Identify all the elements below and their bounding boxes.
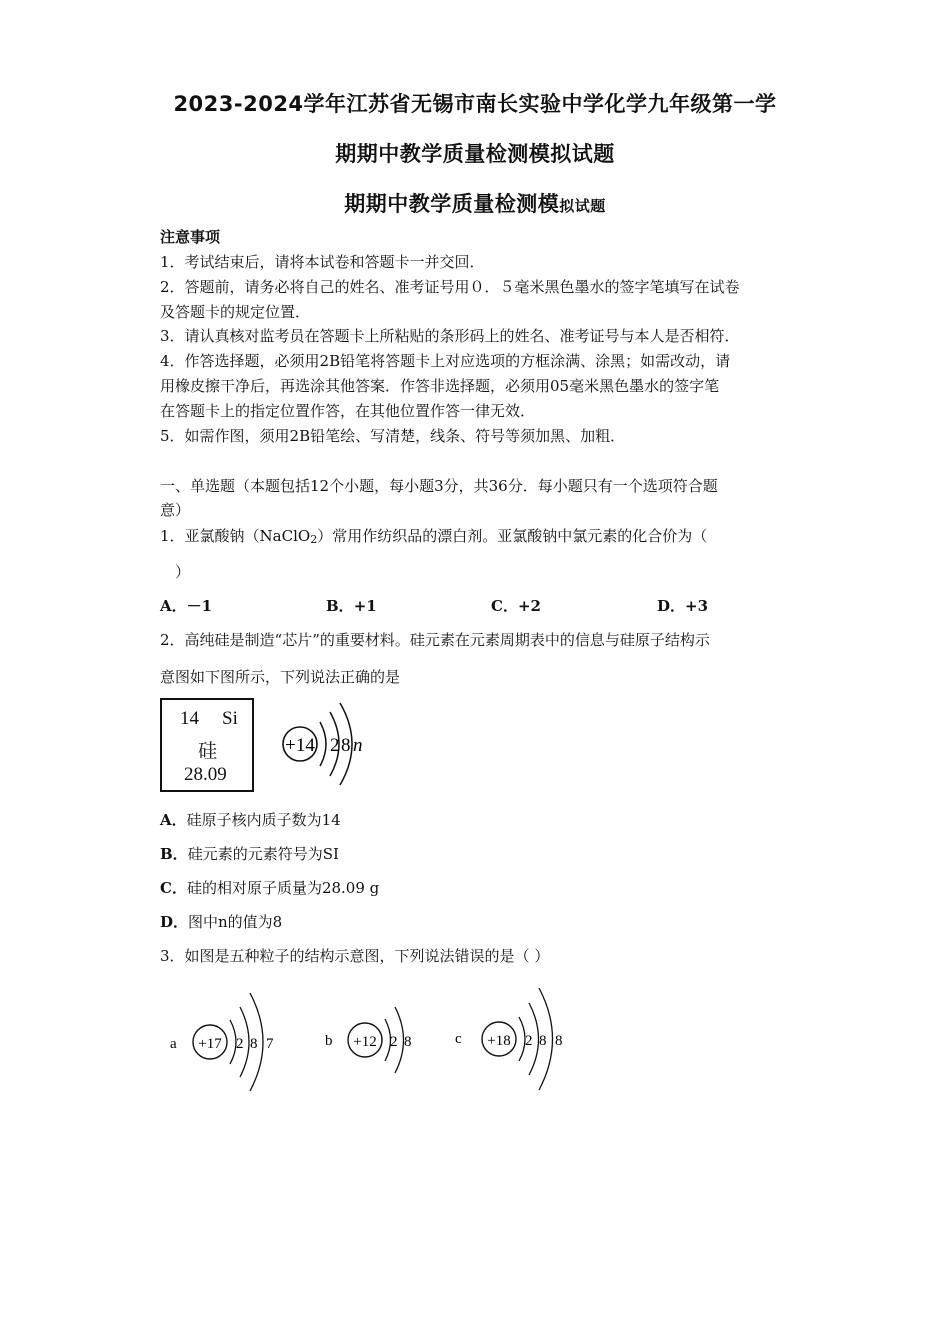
option-letter: A． <box>160 811 187 829</box>
shell-electrons: 2 <box>330 735 340 756</box>
nucleus-charge: +12 <box>353 1034 377 1050</box>
option-text: +1 <box>353 597 377 615</box>
note-item: 4．作答选择题，必须用2B铅笔将答题卡上对应选项的方框涂满、涂黑；如需改动，请 <box>160 352 731 370</box>
option-letter: C． <box>160 879 187 897</box>
particle-label: b <box>325 1033 333 1049</box>
atomic-number: 14 <box>180 708 199 729</box>
q1-stem-pre: 1．亚氯酸钠（NaClO <box>160 527 311 545</box>
note-item: 在答题卡上的指定位置作答，在其他位置作答一律无效． <box>160 402 536 420</box>
q1-stem-subscript: 2 <box>310 533 318 546</box>
q1-stem-post: ）常用作纺织品的漂白剂。亚氯酸钠中氯元素的化合价为（ <box>317 527 708 545</box>
shell-electrons: 8 <box>555 1033 563 1049</box>
shell-arc <box>320 722 326 766</box>
option-text: +3 <box>685 597 709 615</box>
exam-subtitle-tail: 拟试题 <box>559 197 606 215</box>
option-text: 硅原子核内质子数为14 <box>186 811 341 829</box>
shell-electrons: 2 <box>390 1034 398 1050</box>
option-letter: A． <box>160 597 187 615</box>
option-letter: B． <box>160 845 188 863</box>
shell-electrons: 8 <box>539 1033 547 1049</box>
nucleus-charge: +17 <box>198 1036 222 1052</box>
periodic-table-cell <box>160 698 254 792</box>
shell-electrons: 8 <box>404 1034 412 1050</box>
silicon-atom-diagram <box>270 695 380 795</box>
nucleus-charge: +18 <box>487 1033 511 1049</box>
particle-diagrams <box>160 985 580 1095</box>
note-item: 3．请认真核对监考员在答题卡上所粘贴的条形码上的姓名、准考证号与本人是否相符． <box>160 327 740 345</box>
note-item: 用橡皮擦干净后，再选涂其他答案．作答非选择题，必须用05毫米黑色墨水的签字笔 <box>160 377 720 395</box>
particle-c <box>455 988 563 1090</box>
element-symbol: Si <box>222 708 238 729</box>
option-text: －1 <box>186 597 213 615</box>
particle-label: a <box>170 1036 177 1052</box>
shell-electrons: 2 <box>236 1036 244 1052</box>
note-item: 及答题卡的规定位置． <box>160 303 311 321</box>
option-letter: D． <box>160 913 189 931</box>
note-item: 2．答题前，请务必将自己的姓名、准考证号用０．５毫米黑色墨水的签字笔填写在试卷 <box>160 278 740 296</box>
q1-option-b <box>326 596 377 616</box>
exam-subtitle <box>0 188 950 218</box>
note-item: 1．考试结束后，请将本试卷和答题卡一并交回． <box>160 253 485 271</box>
option-letter: B． <box>326 597 354 615</box>
q1-option-c <box>491 596 541 616</box>
q2-option-b <box>160 844 339 864</box>
shell-electrons: 7 <box>266 1036 274 1052</box>
shell-electrons: 8 <box>250 1036 258 1052</box>
q1-option-a <box>160 596 212 616</box>
exam-title-line1: 2023-2024学年江苏省无锡市南长实验中学化学九年级第一学 <box>173 92 777 116</box>
particle-label: c <box>455 1031 462 1047</box>
shell-electrons: 8 <box>341 735 351 756</box>
q1-option-d <box>657 596 708 616</box>
q1-stem-end: ） <box>175 563 191 581</box>
q1-stem <box>160 526 707 550</box>
section-heading: 一、单选题（本题包括12个小题，每小题3分，共36分．每小题只有一个选项符合题 <box>160 477 718 495</box>
note-item: 5．如需作图，须用2B铅笔绘、写清楚，线条、符号等须加黑、加粗． <box>160 427 626 445</box>
q2-stem-line1: 2．高纯硅是制造“芯片”的重要材料。硅元素在元素周期表中的信息与硅原子结构示 <box>160 631 710 649</box>
q2-option-c <box>160 878 379 898</box>
q3-stem: 3．如图是五种粒子的结构示意图，下列说法错误的是（ ） <box>160 947 550 965</box>
notes-heading: 注意事项 <box>160 228 221 246</box>
q2-option-d <box>160 912 282 932</box>
element-name: 硅 <box>198 741 218 762</box>
shell-electrons: n <box>353 735 363 756</box>
option-letter: D． <box>657 597 686 615</box>
particle-b <box>325 1007 412 1073</box>
option-text: 图中n的值为8 <box>188 913 283 931</box>
option-text: 硅的相对原子质量为28.09 g <box>186 879 380 897</box>
option-text: +2 <box>517 597 541 615</box>
option-text: 硅元素的元素符号为SI <box>187 845 339 863</box>
shell-electrons: 2 <box>525 1033 533 1049</box>
nucleus-charge: +14 <box>285 735 315 756</box>
particle-a <box>170 993 274 1091</box>
atomic-mass: 28.09 <box>184 764 227 785</box>
section-heading-cont: 意） <box>160 501 191 519</box>
option-letter: C． <box>491 597 518 615</box>
exam-subtitle-main: 期期中教学质量检测模 <box>344 192 560 216</box>
exam-title-line2: 期期中教学质量检测模拟试题 <box>335 142 615 166</box>
q2-stem-line2: 意图如下图所示，下列说法正确的是 <box>160 668 401 686</box>
q2-option-a <box>160 810 341 830</box>
